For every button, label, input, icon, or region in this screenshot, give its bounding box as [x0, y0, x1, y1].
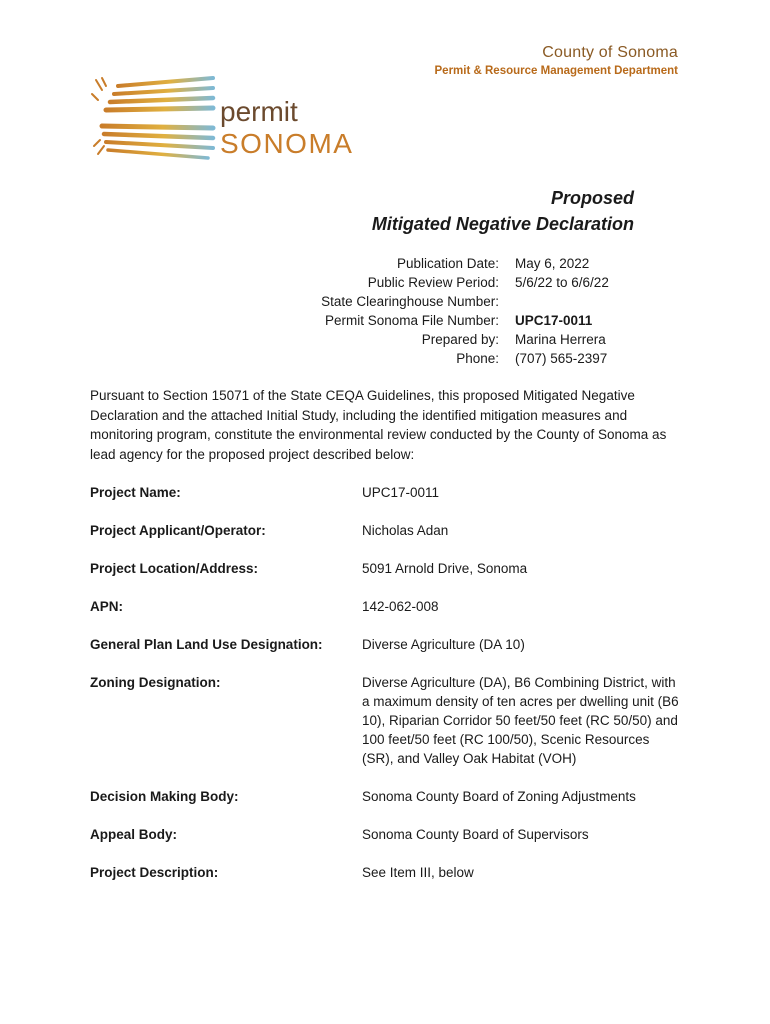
- meta-row: [0, 294, 770, 313]
- field-label: General Plan Land Use Designation:: [90, 637, 323, 652]
- intro-paragraph: Pursuant to Section 15071 of the State CEQA Guidelines, this proposed Mitigated Negative Declaration and the attached Initial Study, including the identified mitigation measures and monitoring program, constitute the environmental review conducted by the County of Sonoma as lead agency for the proposed project described below:: [90, 388, 667, 462]
- field-value: 5091 Arnold Drive, Sonoma: [362, 561, 528, 576]
- field-value: See Item III, below: [362, 865, 474, 880]
- sunburst-logo-icon: [88, 74, 218, 164]
- meta-label: Publication Date:: [396, 256, 499, 271]
- field-value: Sonoma County Board of Supervisors: [362, 827, 589, 842]
- meta-row: [0, 351, 770, 370]
- meta-value: 5/6/22 to 6/6/22: [515, 275, 609, 290]
- field-label: Project Name:: [90, 485, 181, 500]
- meta-value: (707) 565-2397: [515, 351, 608, 366]
- county-name: County of Sonoma: [542, 44, 678, 61]
- field-value: Diverse Agriculture (DA), B6 Combining District, with a maximum density of ten acres per dwelling unit (B6 10), Riparian Corridor 50 feet/50 feet (RC 50/50) and 100 feet/50 feet (RC 100/50), Scenic Resources (SR), and Valley Oak Habitat (VOH): [362, 675, 679, 766]
- field-label: Decision Making Body:: [90, 789, 239, 804]
- field-label: Project Description:: [90, 865, 219, 880]
- meta-label: Prepared by:: [421, 332, 499, 347]
- field-value: Diverse Agriculture (DA 10): [362, 637, 525, 652]
- meta-label: State Clearinghouse Number:: [321, 294, 499, 309]
- field-value: 142-062-008: [362, 599, 439, 614]
- document-title: [372, 185, 634, 237]
- field-value: Sonoma County Board of Zoning Adjustments: [362, 789, 636, 804]
- field-label: APN:: [90, 599, 123, 614]
- meta-value: Marina Herrera: [515, 332, 606, 347]
- department-name: Permit & Resource Management Department: [434, 65, 678, 77]
- field-label: Zoning Designation:: [90, 675, 221, 690]
- title-line-1: Proposed: [550, 188, 634, 208]
- meta-row: [0, 275, 770, 294]
- meta-row: [0, 256, 770, 275]
- field-label: Project Applicant/Operator:: [90, 523, 266, 538]
- field-label: Appeal Body:: [90, 827, 178, 842]
- file-number-value: UPC17-0011: [515, 313, 593, 328]
- field-label: Project Location/Address:: [90, 561, 259, 576]
- county-header: [435, 44, 678, 77]
- meta-label: Phone:: [456, 351, 499, 366]
- permit-sonoma-logo: [88, 74, 358, 164]
- meta-row: [0, 313, 770, 332]
- meta-label: Public Review Period:: [367, 275, 499, 290]
- logo-sonoma-text: SONOMA: [220, 128, 354, 159]
- publication-meta: [0, 256, 770, 370]
- logo-permit-text: permit: [220, 96, 298, 127]
- title-line-2: Mitigated Negative Declaration: [371, 214, 634, 234]
- field-value: UPC17-0011: [362, 485, 440, 500]
- meta-label: Permit Sonoma File Number:: [324, 313, 499, 328]
- meta-row: [0, 332, 770, 351]
- meta-value: May 6, 2022: [515, 256, 590, 271]
- field-value: Nicholas Adan: [362, 523, 449, 538]
